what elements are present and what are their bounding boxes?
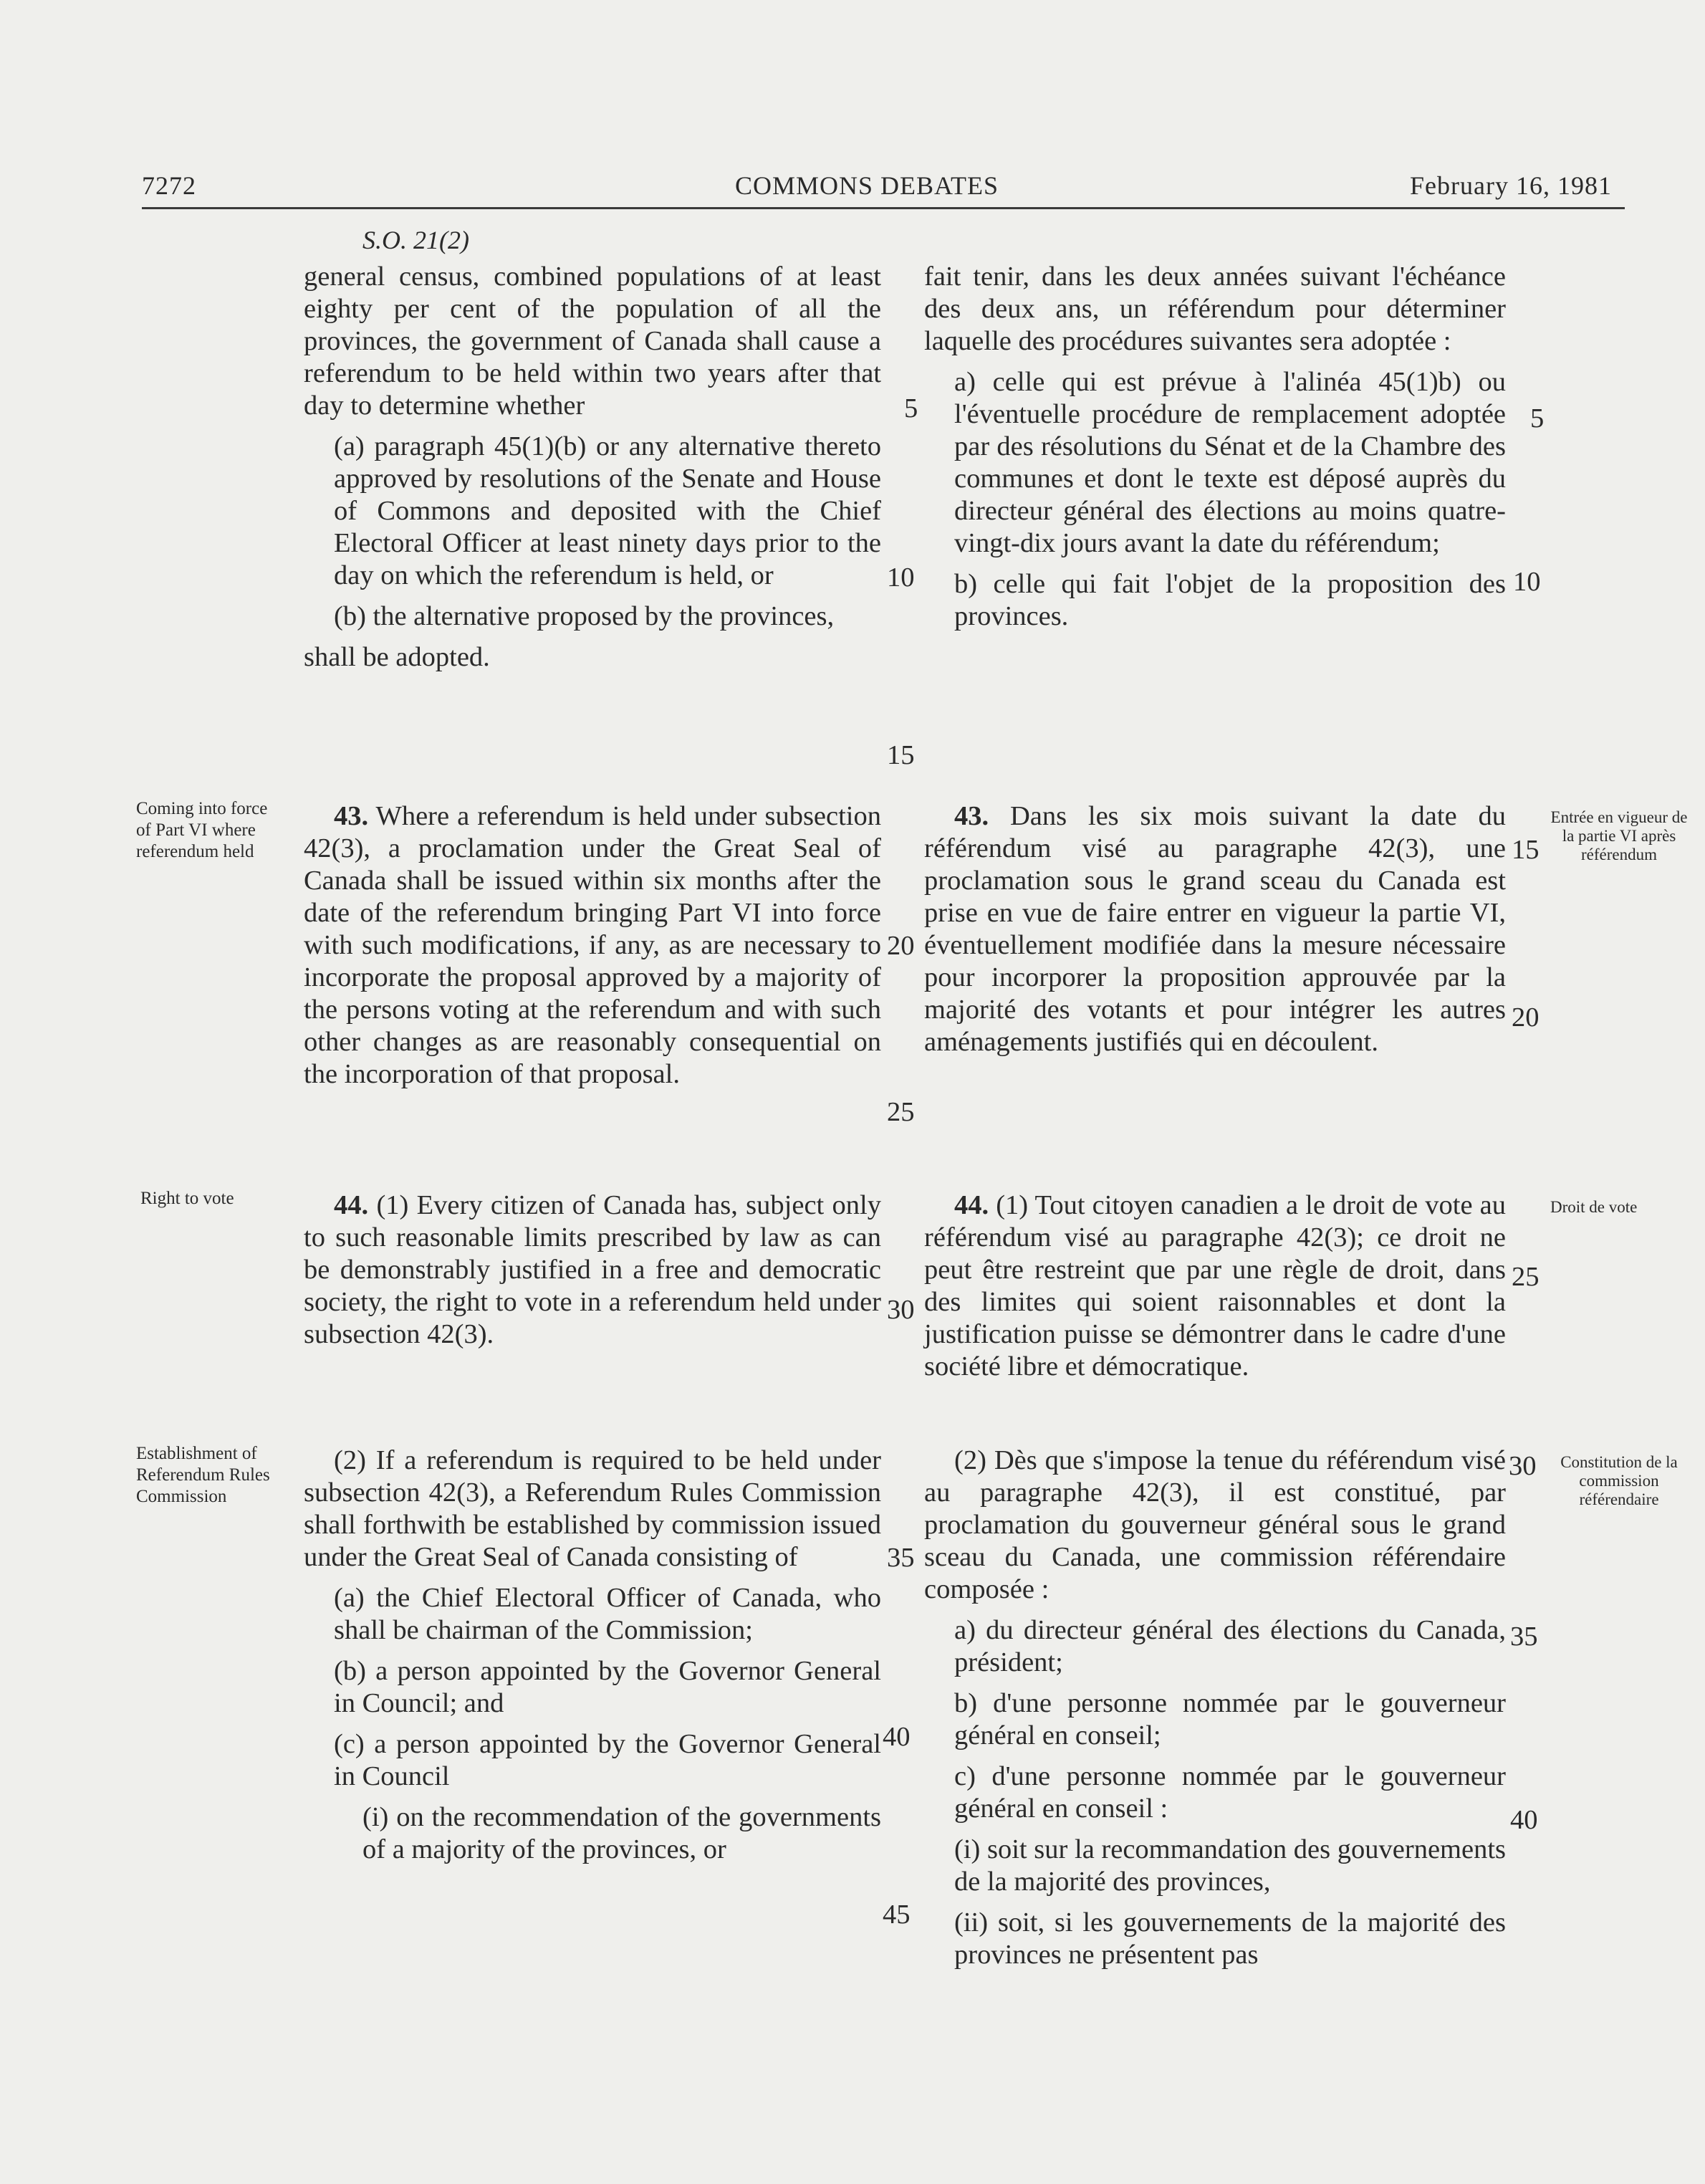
en-line-number: 25 [887,1097,915,1127]
fr-s44-number: 44. [954,1190,989,1220]
standing-order-ref: S.O. 21(2) [362,226,469,254]
page-title: COMMONS DEBATES [735,171,999,200]
en-line-number: 5 [904,393,918,423]
en-s44-2-b: (b) a person appointed by the Governor General in Council; and [334,1656,881,1718]
page-date: February 16, 1981 [1410,171,1612,200]
fr-item-a: a) celle qui est prévue à l'alinéa 45(1)b) ou l'éventuelle procédure de remplacement adoptée par des résolutions du Sénat et de la Chambre des communes et dont le texte est déposé auprès du directeur général des élections au moins quatre-vingt-dix jours avant la date du référendum; [954,367,1506,558]
fr-s44-2-c-i: (i) soit sur la recommandation des gouvernements de la majorité des provinces, [954,1834,1506,1897]
fr-item-b: b) celle qui fait l'objet de la proposition des provinces. [954,569,1506,631]
en-s44-2-text: (2) If a referendum is required to be held under subsection 42(3), a Referendum Rules Commission shall forthwith be established by commission issued under the Great Seal of Canada consisting of [304,1445,881,1572]
en-line-number: 30 [887,1295,915,1325]
english-section-43 [304,800,881,1099]
en-line-number: 20 [887,931,915,961]
french-section-44 [924,1189,1506,1392]
fr-line-number: 25 [1512,1262,1540,1292]
fr-line-number: 30 [1509,1451,1537,1481]
fr-s43-number: 43. [954,801,989,831]
en-paragraph-1: general census, combined populations of at least eighty per cent of the population of all the provinces, the government of Canada shall cause a referendum to be held within two years after that day to determine whether [304,262,881,421]
fr-line-number: 15 [1512,835,1540,865]
margin-note-droit-de-vote: Droit de vote [1550,1198,1638,1216]
fr-s44-text: (1) Tout citoyen canadien a le droit de vote au référendum visé au paragraphe 42(3); ce droit ne peut être restreint que par une règle de droit, dans des limites qui soient raisonnables et dont la justification puisse se démontrer dans le cadre d'une société libre et démocratique. [924,1190,1507,1381]
margin-note-coming-into-force: Coming into force of Part VI where referendum held [136,799,268,861]
en-line-number: 45 [883,1900,911,1930]
fr-s43-text: Dans les six mois suivant la date du référendum visé au paragraphe 42(3), une proclamation sous le grand sceau du Canada est prise en vue de faire entrer en vigueur la partie VI, éventuellement modifiée dans la mesure nécessaire pour incorporer la proposition approuvée par la majorité des votants et pour intégrer les autres aménagements justifiés qui en découlent. [924,801,1506,1057]
en-s44-text: (1) Every citizen of Canada has, subject only to such reasonable limits prescribed by law as can be demonstrably justified in a free and democratic society, the right to vote in a referendum held under subsection 42(3). [304,1190,881,1349]
en-line-number: 35 [887,1543,915,1573]
en-adopted: shall be adopted. [304,642,490,672]
margin-note-entree-en-vigueur: Entrée en vigueur de la partie VI après référendum [1550,808,1688,863]
fr-line-number: 10 [1513,567,1541,597]
fr-line-number: 5 [1530,403,1545,434]
en-s43-text: Where a referendum is held under subsection 42(3), a proclamation under the Great Seal of Canada shall be issued within six months after the date of the referendum bringing Part VI into force with such modifications, if any, as are necessary to incorporate the proposal approved by a majority of the persons voting at the referendum and with such other changes as are reasonably consequential on the incorporation of that proposal. [304,801,881,1089]
english-section-44 [304,1189,881,1359]
page-number: 7272 [142,171,196,200]
margin-note-establishment: Establishment of Referendum Rules Commission [136,1444,270,1506]
english-column [304,261,881,682]
en-s44-2-c: (c) a person appointed by the Governor General in Council [334,1729,881,1791]
french-section-43 [924,800,1506,1067]
en-item-a: (a) paragraph 45(1)(b) or any alternative thereto approved by resolutions of the Senate and House of Commons and deposited with the Chief Electoral Officer at least ninety days prior to the day on which the referendum is held, or [334,431,881,590]
header-rule [142,207,1625,209]
margin-note-right-to-vote: Right to vote [140,1189,234,1208]
en-s44-2-c-i: (i) on the recommendation of the governments of a majority of the provinces, or [362,1802,881,1864]
en-s43-number: 43. [334,801,369,831]
en-line-number: 10 [887,562,915,593]
fr-paragraph-1: fait tenir, dans les deux années suivant l'échéance des deux ans, un référendum pour déterminer laquelle des procédures suivantes sera adoptée : [924,262,1506,356]
en-s44-2-a: (a) the Chief Electoral Officer of Canada, who shall be chairman of the Commission; [334,1583,881,1645]
fr-s44-2-a: a) du directeur général des élections du Canada, président; [954,1615,1506,1677]
english-section-44-2 [304,1445,881,1874]
en-item-b: (b) the alternative proposed by the provinces, [334,601,835,631]
fr-s44-2-b: b) d'une personne nommée par le gouverneur général en conseil; [954,1688,1506,1750]
en-s44-number: 44. [334,1190,369,1220]
french-section-44-2 [924,1445,1506,1980]
margin-note-constitution: Constitution de la commission référendaire [1560,1453,1678,1508]
fr-line-number: 20 [1512,1002,1540,1033]
fr-s44-2-c-ii: (ii) soit, si les gouvernements de la majorité des provinces ne présentent pas [954,1907,1506,1970]
fr-line-number: 40 [1510,1805,1538,1835]
en-line-number: 40 [883,1722,911,1752]
fr-s44-2-text: (2) Dès que s'impose la tenue du référendum visé au paragraphe 42(3), il est constitué, par proclamation du gouverneur général sous le grand sceau du Canada, une commission référendaire composée : [924,1445,1506,1604]
fr-line-number: 35 [1510,1622,1538,1652]
french-column [924,261,1506,641]
en-line-number: 15 [887,740,915,770]
fr-s44-2-c: c) d'une personne nommée par le gouverneur général en conseil : [954,1761,1506,1824]
